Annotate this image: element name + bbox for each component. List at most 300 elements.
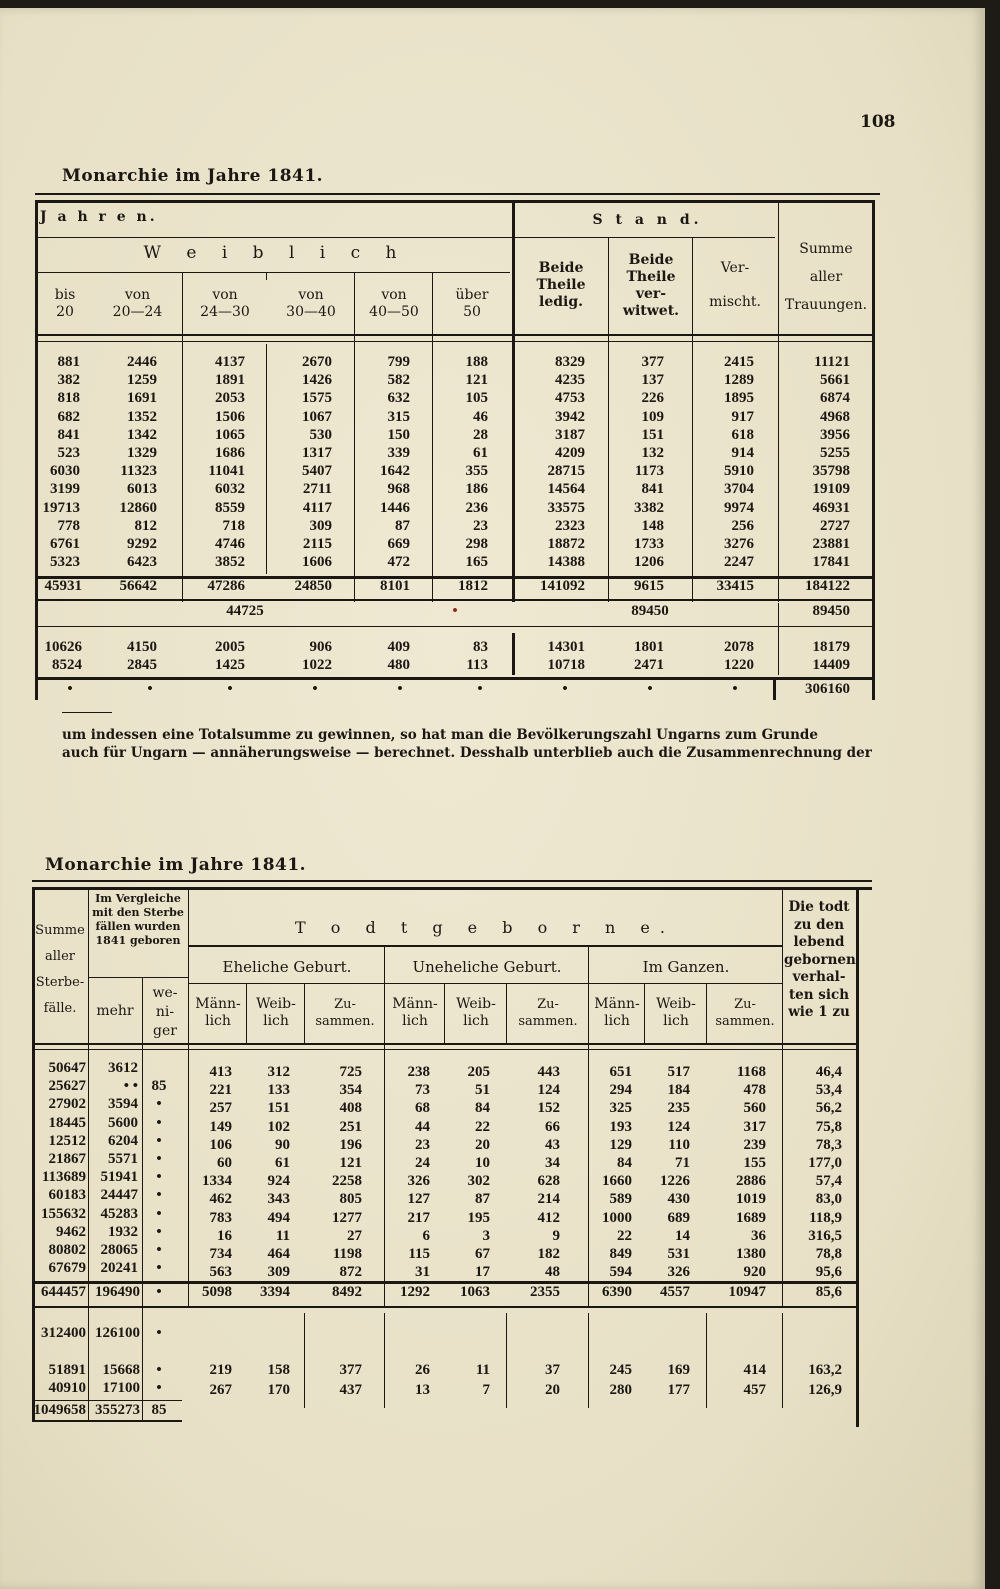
t2-cell-r4-c12: 78,3: [815, 1136, 842, 1153]
t1-cell-r4-c1: 1342: [127, 426, 157, 443]
t2-row-a-ga-z: 414: [743, 1362, 766, 1378]
t1-cell-r0-c9: 11121: [814, 354, 850, 370]
t1-cell-r3-c6: 3942: [555, 408, 585, 425]
dot-8: •: [647, 681, 653, 697]
header-un-weiblich: Weib- lich: [456, 996, 496, 1029]
header-summe-sterbefaelle: Summe aller Sterbe- fälle.: [35, 923, 85, 1016]
t2-cell-r1-c2: 85: [151, 1078, 167, 1095]
t2-cell-r4-c7: 20: [475, 1136, 490, 1153]
t2-cell-r6-c2: •: [156, 1169, 162, 1186]
t2-total-ratio: 85,6: [815, 1284, 842, 1300]
t2-cell-r4-c11: 239: [743, 1136, 766, 1153]
t2-cell-r9-c12: 316,5: [808, 1227, 842, 1244]
t2-cell-r0-c8: 443: [537, 1064, 560, 1080]
t1-cell-r4-c2: 1065: [215, 426, 245, 443]
row-a-bis-20: 10626: [44, 639, 82, 655]
t2-cell-r8-c6: 217: [407, 1209, 430, 1226]
t1-cell-r9-c3: 309: [309, 517, 332, 534]
t2-cell-r11-c4: 309: [267, 1264, 290, 1281]
row-a-beide-ledig: 14301: [547, 639, 585, 655]
t1-cell-r8-c1: 12860: [119, 499, 157, 516]
t2-cell-r3-c1: 5600: [108, 1114, 138, 1131]
t2-cell-r8-c0: 155632: [41, 1205, 86, 1222]
t2-cell-r1-c3: 221: [209, 1082, 232, 1099]
t2-cell-r6-c11: 2886: [736, 1173, 766, 1190]
col-un-maennlich: [386, 1063, 430, 1281]
t2-cell-r2-c6: 68: [415, 1100, 430, 1117]
t1-cell-r2-c5: 105: [465, 390, 488, 407]
t2-cell-r10-c0: 80802: [48, 1241, 86, 1258]
t1-cell-r3-c5: 46: [473, 408, 488, 425]
col-summe-sterbefaelle: [34, 1059, 86, 1277]
t2-cell-r11-c7: 17: [475, 1264, 490, 1281]
t1-cell-r7-c4: 968: [387, 481, 410, 498]
t2-cell-r11-c5: 872: [339, 1264, 362, 1281]
t2-cell-r3-c11: 317: [743, 1118, 766, 1135]
t1-cell-r6-c1: 11323: [120, 463, 157, 480]
t2-row-b-eh-m: 267: [209, 1382, 232, 1398]
t2-cell-r9-c9: 22: [617, 1227, 632, 1244]
t2-cell-r0-c3: 413: [209, 1064, 232, 1080]
header-jahren: J a h r e n.: [40, 209, 158, 225]
t2-cell-r0-c4: 312: [267, 1064, 290, 1080]
t2-cell-r4-c0: 12512: [48, 1132, 86, 1149]
t2-row-b-ga-m: 280: [609, 1382, 632, 1398]
total-ueber-50: 1812: [458, 578, 488, 594]
t2-cell-r2-c3: 257: [209, 1100, 232, 1117]
t2-cell-r9-c0: 9462: [56, 1223, 86, 1240]
t2-cell-r7-c4: 343: [267, 1191, 290, 1208]
t1-cell-r0-c3: 2670: [302, 354, 332, 370]
t1-cell-r0-c5: 188: [465, 354, 488, 370]
header-mehr: mehr: [96, 1003, 134, 1019]
dot-9: •: [732, 681, 738, 697]
total-30-40: 24850: [294, 578, 332, 594]
row-b-summe: 14409: [812, 657, 850, 673]
t1-cell-r4-c9: 3956: [820, 426, 850, 443]
t2-cell-r4-c6: 23: [415, 1136, 430, 1153]
t1-cell-r3-c7: 109: [641, 408, 664, 425]
dot-4: •: [312, 681, 318, 697]
t2-row-a-ga-w: 169: [667, 1362, 690, 1378]
t2-cell-r5-c8: 34: [545, 1154, 560, 1171]
total-beide-ledig: 141092: [540, 578, 585, 594]
t2-cell-r7-c6: 127: [407, 1191, 430, 1208]
t2-cell-r5-c2: •: [156, 1150, 162, 1167]
header-30-40: von 30—40: [286, 287, 336, 320]
t1-cell-r2-c7: 226: [641, 390, 664, 407]
t1-cell-r8-c5: 236: [465, 499, 488, 516]
t2-cell-r5-c9: 84: [617, 1154, 632, 1171]
header-beide-verwitwet: Beide Theile ver- witwet.: [622, 252, 680, 319]
t1-cell-r7-c9: 19109: [812, 481, 850, 498]
t2-total-un-z: 2355: [530, 1284, 560, 1300]
t2-row-b-ga-w: 177: [667, 1382, 690, 1398]
t2-cell-r9-c11: 36: [751, 1227, 766, 1244]
t2-cell-r10-c10: 531: [667, 1245, 690, 1262]
t2-cell-r9-c4: 11: [275, 1227, 290, 1244]
row-a-40-50: 409: [387, 639, 410, 655]
t1-cell-r11-c5: 165: [465, 554, 488, 571]
t2-cell-r9-c6: 6: [422, 1227, 430, 1244]
col-un-zusammen: [508, 1063, 560, 1281]
t2-cell-r5-c5: 121: [339, 1154, 362, 1171]
t2-cell-r1-c12: 53,4: [815, 1082, 842, 1099]
t2-cell-r5-c11: 155: [743, 1154, 766, 1171]
header-eheliche-geburt: Eheliche Geburt.: [222, 958, 352, 976]
t2-cell-r10-c8: 182: [537, 1245, 560, 1262]
t2-total-ga-w: 4557: [660, 1284, 690, 1300]
t1-cell-r10-c0: 6761: [50, 535, 80, 552]
col-eh-maennlich: [190, 1063, 232, 1281]
t1-cell-r11-c3: 1606: [302, 554, 332, 571]
t1-cell-r3-c9: 4968: [820, 408, 850, 425]
t2-row-b-ga-z: 457: [743, 1382, 766, 1398]
t2-row-a-eh-z: 377: [339, 1362, 362, 1378]
t2-cell-r1-c11: 478: [743, 1082, 766, 1099]
t2-cell-r2-c7: 84: [475, 1100, 490, 1117]
t2-total-ga-z: 10947: [728, 1284, 766, 1300]
paragraph-line-1: um indessen eine Totalsumme zu gewinnen, so hat man die Bevölkerungszahl Ungarns zum Grunde: [62, 727, 818, 743]
t2-cell-r6-c10: 1226: [660, 1173, 690, 1190]
t2-row-b-un-w: 7: [482, 1382, 490, 1398]
t2-cell-r9-c2: •: [156, 1223, 162, 1240]
t2-cell-r0-c7: 205: [467, 1064, 490, 1080]
dot-7: •: [562, 681, 568, 697]
header-eh-maennlich: Männ- lich: [195, 996, 241, 1029]
header-uneheliche-geburt: Uneheliche Geburt.: [412, 958, 562, 976]
t1-cell-r8-c7: 3382: [634, 499, 664, 516]
t1-cell-r6-c7: 1173: [634, 463, 664, 480]
t1-cell-r11-c2: 3852: [215, 554, 245, 571]
t1-cell-r8-c2: 8559: [215, 499, 245, 516]
t1-cell-r2-c6: 4753: [555, 390, 585, 407]
col-30-40: [270, 353, 332, 571]
row-b-beide-ledig: 10718: [547, 657, 585, 673]
t2-cell-r3-c4: 102: [267, 1118, 290, 1135]
col-ueber-50: [435, 353, 488, 571]
t2-cell-r0-c5: 725: [339, 1064, 362, 1080]
t1-cell-r2-c4: 632: [387, 390, 410, 407]
t2-cell-r8-c9: 1000: [602, 1209, 632, 1226]
col-weniger: [144, 1059, 174, 1277]
t2-cell-r2-c0: 27902: [48, 1096, 86, 1113]
t2-cell-r1-c4: 133: [267, 1082, 290, 1099]
row-a-summe: 18179: [812, 639, 850, 655]
t2-cell-r3-c12: 75,8: [815, 1118, 842, 1135]
t2-cell-r2-c11: 560: [743, 1100, 766, 1117]
t1-cell-r10-c8: 3276: [724, 535, 754, 552]
t2-cell-r2-c2: •: [156, 1096, 162, 1113]
t2-cell-r1-c0: 25627: [48, 1078, 86, 1095]
header-20-24: von 20—24: [112, 287, 163, 320]
t1-cell-r2-c9: 6874: [820, 390, 850, 407]
t2-row-a-weniger: •: [156, 1362, 162, 1378]
t2-cell-r6-c4: 924: [267, 1173, 290, 1190]
row-b-bis-20: 8524: [52, 657, 82, 673]
t2-cell-r4-c9: 129: [609, 1136, 632, 1153]
total-20-24: 56642: [119, 578, 157, 594]
t2-cell-r4-c4: 90: [275, 1136, 290, 1153]
t2-cell-r7-c8: 214: [537, 1191, 560, 1208]
t2-cell-r11-c1: 20241: [100, 1260, 138, 1277]
t2-cell-r5-c7: 10: [475, 1154, 490, 1171]
t1-cell-r3-c2: 1506: [215, 408, 245, 425]
book-page: [0, 8, 985, 1589]
header-summe-trauungen: Summe aller Trauungen.: [784, 241, 868, 313]
t1-cell-r9-c2: 718: [222, 517, 245, 534]
t1-cell-r3-c8: 917: [731, 408, 754, 425]
t1-cell-r11-c8: 2247: [724, 554, 754, 571]
t2-row-x-mehr: 126100: [95, 1325, 140, 1341]
t2-total-summe: 644457: [41, 1284, 86, 1300]
col-20-24: [95, 353, 157, 571]
t1-cell-r1-c3: 1426: [302, 372, 332, 389]
t1-cell-r0-c2: 4137: [215, 354, 245, 370]
t1-cell-r10-c7: 1733: [634, 535, 664, 552]
t2-row-x-weniger: •: [156, 1325, 162, 1341]
t1-cell-r1-c9: 5661: [820, 372, 850, 389]
t2-cell-r10-c11: 1380: [736, 1245, 766, 1262]
t1-cell-r2-c8: 1895: [724, 390, 754, 407]
t2-cell-r3-c6: 44: [415, 1118, 430, 1135]
t2-cell-r2-c9: 325: [609, 1100, 632, 1117]
t1-cell-r10-c1: 9292: [127, 535, 157, 552]
t2-cell-r5-c10: 71: [675, 1154, 690, 1171]
t2-cell-r8-c2: •: [156, 1205, 162, 1222]
t2-cell-r9-c5: 27: [347, 1227, 362, 1244]
t1-cell-r4-c4: 150: [387, 426, 410, 443]
t2-cell-r3-c2: •: [156, 1114, 162, 1131]
t1-cell-r10-c9: 23881: [812, 535, 850, 552]
t2-row-b-eh-z: 437: [339, 1382, 362, 1398]
t2-cell-r0-c0: 50647: [48, 1060, 86, 1076]
t2-cell-r11-c3: 563: [209, 1264, 232, 1281]
t2-cell-r7-c11: 1019: [736, 1191, 766, 1208]
t1-cell-r2-c1: 1691: [127, 390, 157, 407]
dot-1: •: [67, 681, 73, 697]
t2-cell-r10-c9: 849: [609, 1245, 632, 1262]
t2-cell-r6-c1: 51941: [100, 1169, 138, 1186]
col-un-weiblich: [446, 1063, 490, 1281]
dot-5: •: [397, 681, 403, 697]
t2-cell-r10-c6: 115: [408, 1245, 430, 1262]
t2-row-a-un-w: 11: [475, 1362, 490, 1378]
t2-cell-r8-c12: 118,9: [809, 1209, 842, 1226]
header-eh-zusammen: Zu- sammen.: [315, 997, 375, 1029]
col-ratio: [784, 1063, 842, 1281]
t2-cell-r1-c6: 73: [415, 1082, 430, 1099]
t2-cell-r9-c1: 1932: [108, 1223, 138, 1240]
t1-cell-r7-c5: 186: [465, 481, 488, 498]
total-vermischt: 33415: [716, 578, 754, 594]
header-un-maennlich: Männ- lich: [392, 996, 438, 1029]
t2-cell-r3-c8: 66: [545, 1118, 560, 1135]
t1-cell-r4-c6: 3187: [555, 426, 585, 443]
t2-grand-weniger: 85: [151, 1402, 167, 1418]
row-b-vermischt: 1220: [724, 657, 754, 673]
t1-cell-r0-c1: 2446: [127, 354, 157, 370]
t2-cell-r7-c3: 462: [209, 1191, 232, 1208]
t1-cell-r1-c8: 1289: [724, 372, 754, 389]
t1-cell-r3-c0: 682: [57, 408, 80, 425]
t2-cell-r8-c4: 494: [267, 1209, 290, 1226]
t2-cell-r5-c6: 24: [415, 1154, 430, 1171]
col-beide-ledig: [515, 353, 585, 571]
t1-cell-r7-c1: 6013: [127, 481, 157, 498]
t2-cell-r8-c7: 195: [467, 1209, 490, 1226]
t2-cell-r9-c10: 14: [675, 1227, 690, 1244]
t2-cell-r10-c7: 67: [475, 1245, 490, 1262]
t1-cell-r10-c6: 18872: [547, 535, 585, 552]
t2-cell-r7-c2: •: [156, 1187, 162, 1204]
t2-cell-r6-c7: 302: [467, 1173, 490, 1190]
header-ueber-50: über 50: [455, 287, 489, 320]
t1-cell-r8-c6: 33575: [547, 499, 585, 516]
col-ga-maennlich: [590, 1063, 632, 1281]
t2-row-a-ratio: 163,2: [808, 1362, 842, 1378]
t1-cell-r5-c8: 914: [731, 444, 754, 461]
t1-cell-r3-c4: 315: [387, 408, 410, 425]
total-24-30: 47286: [207, 578, 245, 594]
t1-cell-r8-c0: 19713: [42, 499, 80, 516]
t1-cell-r6-c5: 355: [465, 463, 488, 480]
t2-cell-r10-c5: 1198: [332, 1245, 362, 1262]
t2-cell-r11-c8: 48: [545, 1264, 560, 1281]
header-40-50: von 40—50: [369, 287, 419, 320]
t2-row-b-mehr: 17100: [102, 1380, 140, 1396]
t2-row-a-un-z: 37: [545, 1362, 560, 1378]
t2-cell-r5-c4: 61: [275, 1154, 290, 1171]
total-beide-verwitwet: 9615: [634, 578, 664, 594]
t1-cell-r2-c0: 818: [57, 390, 80, 407]
t1-cell-r9-c5: 23: [473, 517, 488, 534]
dot-2: •: [147, 681, 153, 697]
t2-total-eh-z: 8492: [332, 1284, 362, 1300]
t2-cell-r7-c5: 805: [339, 1191, 362, 1208]
t2-cell-r0-c10: 517: [667, 1064, 690, 1080]
t1-cell-r5-c7: 132: [641, 444, 664, 461]
header-weniger: we- ni- ger: [152, 985, 178, 1039]
t1-cell-r2-c2: 2053: [215, 390, 245, 407]
t1-cell-r9-c0: 778: [57, 517, 80, 534]
t2-cell-r11-c0: 67679: [48, 1260, 86, 1277]
row-b-40-50: 480: [387, 657, 410, 673]
t2-grand-summe: 1049658: [33, 1402, 86, 1418]
t1-cell-r9-c8: 256: [731, 517, 754, 534]
t2-cell-r4-c2: •: [156, 1132, 162, 1149]
paragraph-line-2: auch für Ungarn — annäherungsweise — berechnet. Desshalb unterblieb auch die Zusammenrechnung der: [62, 745, 872, 761]
t2-cell-r4-c3: 106: [209, 1136, 232, 1153]
row-a-30-40: 906: [309, 639, 332, 655]
t1-cell-r1-c7: 137: [641, 372, 664, 389]
row-b-ueber-50: 113: [466, 657, 488, 673]
col-beide-verwitwet: [610, 353, 664, 571]
t2-row-a-eh-w: 158: [267, 1362, 290, 1378]
t1-cell-r1-c5: 121: [465, 372, 488, 389]
t2-cell-r3-c5: 251: [339, 1118, 362, 1135]
header-weiblich: W e i b l i c h: [143, 243, 407, 263]
t2-row-a-eh-m: 219: [209, 1362, 232, 1378]
header-ga-zusammen: Zu- sammen.: [715, 997, 775, 1029]
t1-cell-r4-c7: 151: [641, 426, 664, 443]
col-vermischt: [694, 353, 754, 571]
t1-cell-r10-c3: 2115: [302, 535, 332, 552]
t2-cell-r3-c0: 18445: [48, 1114, 86, 1131]
t2-total-un-m: 1292: [400, 1284, 430, 1300]
t2-cell-r11-c9: 594: [609, 1264, 632, 1281]
t2-cell-r2-c5: 408: [339, 1100, 362, 1117]
col-40-50: [357, 353, 410, 571]
t2-cell-r7-c10: 430: [667, 1191, 690, 1208]
row-a-vermischt: 2078: [724, 639, 754, 655]
t2-cell-r11-c10: 326: [667, 1264, 690, 1281]
table2-title: Monarchie im Jahre 1841.: [45, 855, 307, 875]
t1-cell-r10-c5: 298: [465, 535, 488, 552]
t2-cell-r6-c5: 2258: [332, 1173, 362, 1190]
t2-cell-r7-c12: 83,0: [815, 1191, 842, 1208]
t2-cell-r7-c7: 87: [475, 1191, 490, 1208]
t1-cell-r7-c6: 14564: [547, 481, 585, 498]
t2-cell-r2-c1: 3594: [108, 1096, 138, 1113]
t1-cell-r11-c7: 1206: [634, 554, 664, 571]
t2-cell-r10-c4: 464: [267, 1245, 290, 1262]
col-24-30: [185, 353, 245, 571]
t2-total-weniger: •: [156, 1284, 162, 1300]
t2-cell-r2-c4: 151: [267, 1100, 290, 1117]
t2-row-b-weniger: •: [156, 1380, 162, 1396]
t1-cell-r7-c7: 841: [641, 481, 664, 498]
t2-cell-r2-c10: 235: [667, 1100, 690, 1117]
row-b-20-24: 2845: [127, 657, 157, 673]
t1-cell-r4-c5: 28: [473, 426, 488, 443]
t1-cell-r11-c6: 14388: [547, 554, 585, 571]
t1-cell-r0-c4: 799: [387, 354, 410, 370]
t1-cell-r1-c1: 1259: [127, 372, 157, 389]
t2-cell-r2-c8: 152: [537, 1100, 560, 1117]
t2-row-b-un-m: 13: [415, 1382, 430, 1398]
t1-cell-r0-c0: 881: [57, 354, 80, 370]
t2-cell-r2-c12: 56,2: [815, 1100, 842, 1117]
t1-cell-r9-c7: 148: [641, 517, 664, 534]
t2-total-ga-m: 6390: [602, 1284, 632, 1300]
total-summe-trauungen: 184122: [805, 578, 850, 594]
t2-cell-r4-c10: 110: [668, 1136, 690, 1153]
t2-cell-r1-c1: • •: [123, 1078, 138, 1095]
t2-row-a-ga-m: 245: [609, 1362, 632, 1378]
t1-cell-r4-c8: 618: [731, 426, 754, 443]
col-bis-20: [40, 353, 80, 571]
t2-cell-r3-c9: 193: [609, 1118, 632, 1135]
t1-cell-r9-c9: 2727: [820, 517, 850, 534]
t1-cell-r6-c8: 5910: [724, 463, 754, 480]
t1-cell-r2-c3: 1575: [302, 390, 332, 407]
t1-cell-r10-c2: 4746: [215, 535, 245, 552]
t1-cell-r6-c2: 11041: [208, 463, 245, 480]
t2-cell-r11-c2: •: [156, 1260, 162, 1277]
t1-cell-r6-c4: 1642: [380, 463, 410, 480]
t1-cell-r1-c6: 4235: [555, 372, 585, 389]
header-bis-20: bis 20: [54, 287, 76, 320]
t2-row-a-summe: 51891: [48, 1362, 86, 1378]
t1-cell-r6-c6: 28715: [547, 463, 585, 480]
total-bis-20: 45931: [44, 578, 82, 594]
row-a-24-30: 2005: [215, 639, 245, 655]
col-mehr: [90, 1059, 138, 1277]
t2-row-a-un-m: 26: [415, 1362, 430, 1378]
t1-cell-r3-c3: 1067: [302, 408, 332, 425]
t1-cell-r9-c4: 87: [395, 517, 410, 534]
